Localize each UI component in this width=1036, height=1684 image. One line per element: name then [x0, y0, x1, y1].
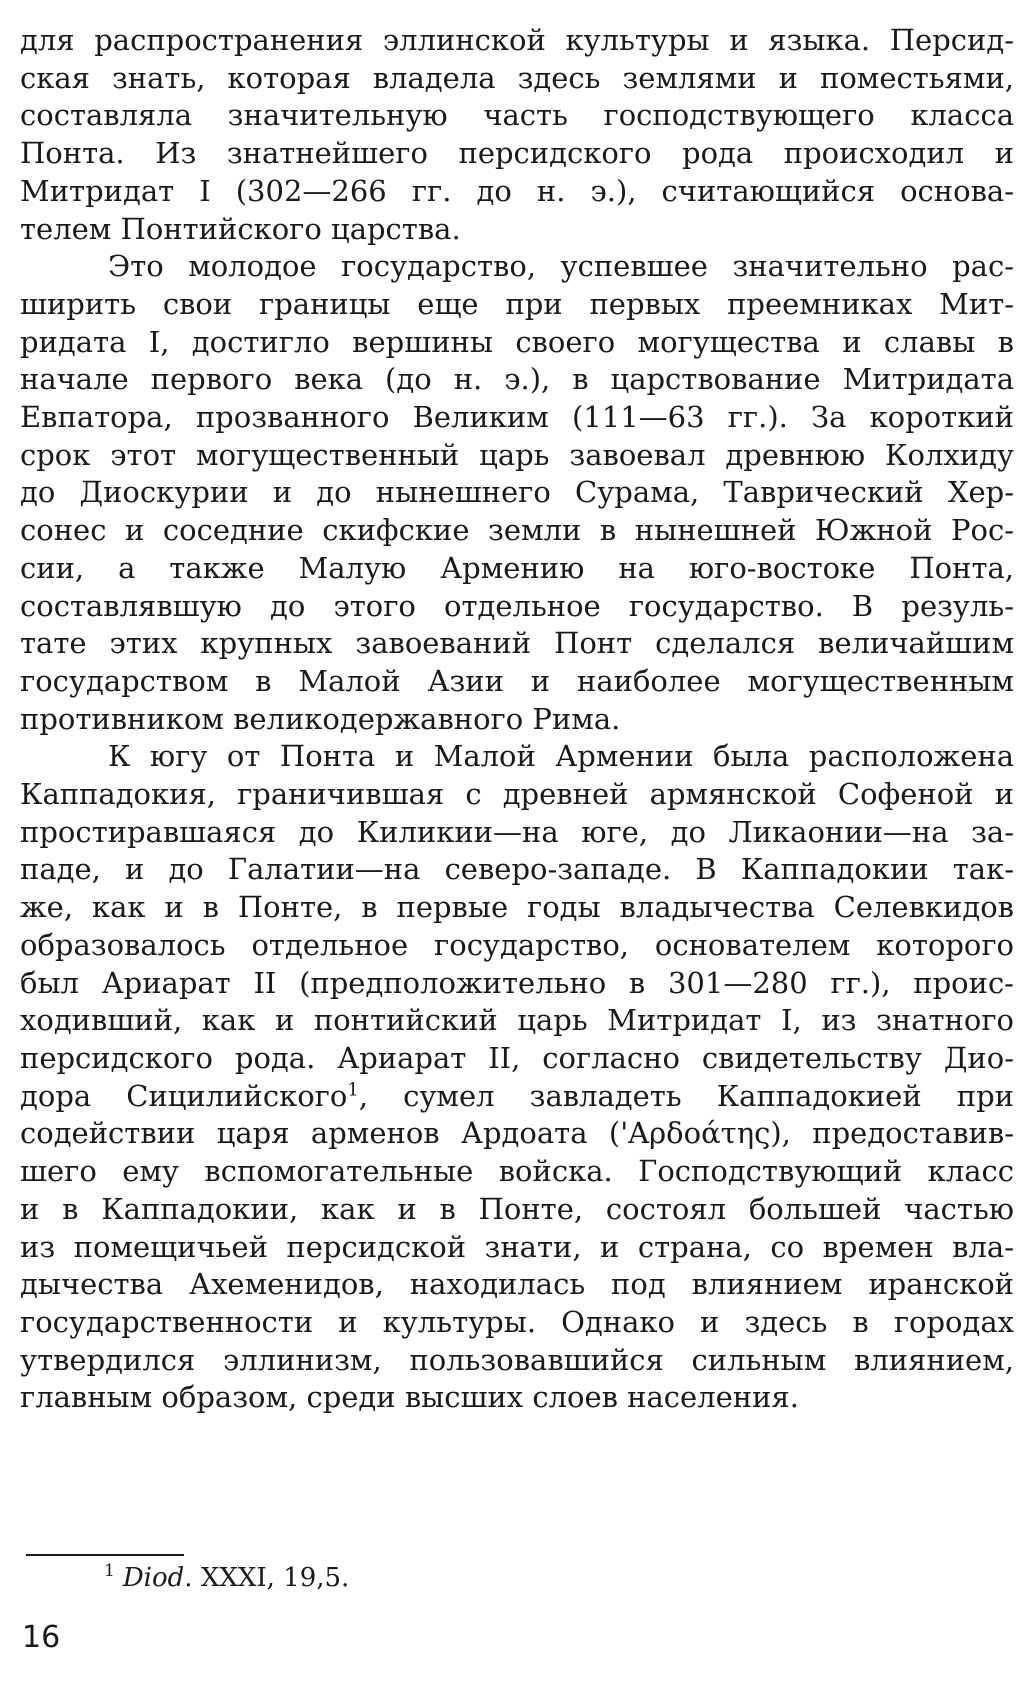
- footnote: [104, 1562, 349, 1594]
- text-line: телем Понтийского царства.: [20, 211, 461, 246]
- text-line: дычества Ахеменидов, находилась под влиянием иранской: [20, 1267, 1014, 1302]
- text-line: шего ему вспомогательные войска. Господствующий класс: [20, 1154, 1014, 1189]
- text-line: же, как и в Понте, в первые годы владычества Селевкидов: [20, 890, 1014, 925]
- text-line: составляла значительную часть господствующего класса: [20, 98, 1014, 133]
- text-line: содействии царя арменов Ардоата ('Αρδοάτης), предоставив-: [20, 1116, 1014, 1151]
- text-line: ская знать, которая владела здесь землями и поместьями,: [20, 60, 1014, 95]
- text-line: начале первого века (до н. э.), в царствование Митридата: [20, 362, 1014, 397]
- text-line: простиравшаяся до Киликии—на юге, до Ликаонии—на за-: [20, 814, 1014, 849]
- text-line: паде, и до Галатии—на северо-западе. В Каппадокии так-: [20, 852, 1014, 887]
- text-line: из помещичьей персидской знати, и страна, со времен вла-: [20, 1229, 1014, 1264]
- text-line: ридата I, достигло вершины своего могущества и славы в: [20, 324, 1014, 359]
- text-line: Митридат I (302—266 гг. до н. э.), считающийся основа-: [20, 173, 1014, 208]
- text-fragment: дора Сицилийского: [20, 1078, 348, 1113]
- text-line: Евпатора, прозванного Великим (111—63 гг.). За короткий: [20, 400, 1014, 435]
- text-line: Понта. Из знатнейшего персидского рода происходил и: [20, 136, 1014, 171]
- text-line: К югу от Понта и Малой Армении была расположена: [108, 739, 1014, 774]
- text-line: главным образом, среди высших слоев населения.: [20, 1380, 799, 1415]
- footnote-reference: XXXI, 19,5.: [192, 1563, 350, 1593]
- text-line: государством в Малой Азии и наиболее могущественным: [20, 663, 1014, 698]
- text-line: Каппадокия, граничившая с древней армянской Софеной и: [20, 777, 1014, 812]
- text-line: Это молодое государство, успевшее значительно рас-: [108, 249, 1014, 284]
- text-line-with-footnote-ref: [20, 1078, 1014, 1116]
- page-number: 16: [22, 1620, 61, 1655]
- text-line: ширить свои границы еще при первых преемниках Мит-: [20, 286, 1014, 321]
- text-line: и в Каппадокии, как и в Понте, состоял большей частью: [20, 1191, 1014, 1226]
- text-line: ходивший, как и понтийский царь Митридат I, из знатного: [20, 1003, 1014, 1038]
- page-body: [20, 22, 1014, 1417]
- text-line: образовалось отдельное государство, основателем которого: [20, 927, 1014, 962]
- text-fragment: , сумел завладеть Каппадокией при: [358, 1078, 1014, 1113]
- footnote-reference-mark[interactable]: 1: [347, 1079, 359, 1101]
- text-line: срок этот могущественный царь завоевал древнюю Колхиду: [20, 437, 1014, 472]
- text-line: государственности и культуры. Однако и здесь в городах: [20, 1304, 1014, 1339]
- text-line: утвердился эллинизм, пользовавшийся сильным влиянием,: [20, 1342, 1014, 1377]
- text-line: сонес и соседние скифские земли в нынешней Южной Рос-: [20, 513, 1014, 548]
- text-line: до Диоскурии и до нынешнего Сурама, Таврический Хер-: [20, 475, 1014, 510]
- text-line: был Ариарат II (предположительно в 301—280 гг.), проис-: [20, 965, 1014, 1000]
- paragraph-1: [20, 22, 1014, 248]
- footnote-rule: [26, 1554, 184, 1556]
- text-line: сии, а также Малую Армению на юго-востоке Понта,: [20, 550, 1014, 585]
- footnote-number: 1: [104, 1561, 115, 1582]
- footnote-author: Diod.: [122, 1563, 193, 1593]
- text-line: противником великодержавного Рима.: [20, 701, 621, 736]
- paragraph-3: [20, 738, 1014, 1417]
- text-line: тате этих крупных завоеваний Понт сделался величайшим: [20, 626, 1014, 661]
- text-line: составлявшую до этого отдельное государство. В резуль-: [20, 588, 1014, 623]
- paragraph-2: [20, 248, 1014, 738]
- text-line: персидского рода. Ариарат II, согласно свидетельству Дио-: [20, 1040, 1014, 1075]
- text-line: для распространения эллинской культуры и языка. Персид-: [20, 23, 1014, 57]
